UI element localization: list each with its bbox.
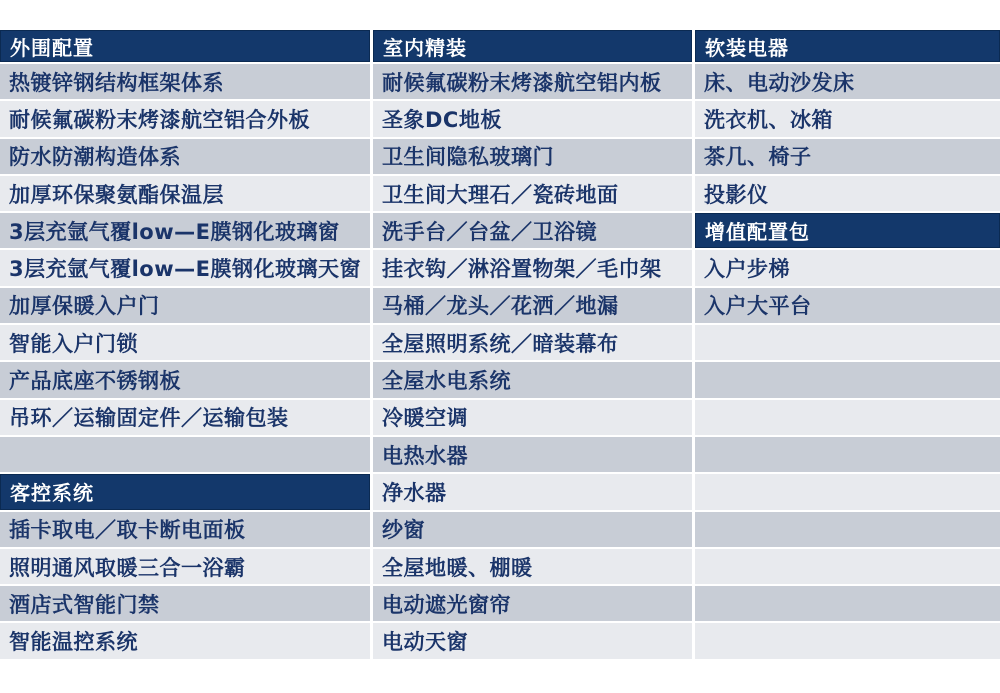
cell-label: 净水器 [382, 480, 447, 505]
cell-label: 防水防潮构造体系 [9, 145, 181, 170]
config-item [695, 176, 1000, 211]
empty-cell [695, 623, 1000, 658]
cell-label: 床、电动沙发床 [704, 70, 855, 95]
config-item [373, 623, 692, 658]
empty-cell [695, 512, 1000, 547]
cell-label: 卫生间大理石／瓷砖地面 [382, 182, 619, 207]
cell-label: 电动天窗 [382, 630, 468, 655]
config-item [373, 288, 692, 323]
cell-label: 圣象DC地板 [382, 107, 502, 132]
cell-label: 吊环／运输固定件／运输包装 [9, 406, 289, 431]
cell-label: 热镀锌钢结构框架体系 [9, 70, 224, 95]
config-item [373, 325, 692, 360]
section-header [373, 30, 692, 62]
cell-label: 产品底座不锈钢板 [9, 369, 181, 394]
cell-label: 全屋水电系统 [382, 369, 511, 394]
section-header [0, 30, 370, 62]
config-item [0, 176, 370, 211]
config-item [0, 549, 370, 584]
config-item [373, 512, 692, 547]
config-item [373, 474, 692, 509]
cell-label: 软装电器 [705, 35, 789, 60]
cell-label: 电热水器 [382, 443, 468, 468]
config-item [373, 64, 692, 99]
cell-label: 耐候氟碳粉末烤漆航空铝合外板 [9, 107, 310, 132]
cell-label: 茶几、椅子 [704, 145, 812, 170]
config-item [373, 213, 692, 248]
cell-label: 智能入户门锁 [9, 331, 138, 356]
section-header [695, 213, 1000, 248]
cell-label: 3层充氩气覆low—E膜钢化玻璃天窗 [9, 257, 361, 282]
cell-label: 纱窗 [382, 518, 425, 543]
column-exterior-config [0, 30, 370, 659]
empty-cell [695, 362, 1000, 397]
config-item [373, 549, 692, 584]
cell-label: 耐候氟碳粉末烤漆航空铝内板 [382, 70, 662, 95]
config-item [373, 437, 692, 472]
cell-label: 全屋照明系统／暗装幕布 [382, 331, 619, 356]
cell-label: 3层充氩气覆low—E膜钢化玻璃窗 [9, 219, 340, 244]
config-item [0, 250, 370, 285]
config-item [695, 101, 1000, 136]
column-interior-finish [373, 30, 692, 659]
cell-label: 投影仪 [704, 182, 769, 207]
config-item [0, 623, 370, 658]
cell-label: 加厚保暖入户门 [9, 294, 160, 319]
cell-label: 全屋地暖、棚暖 [382, 555, 533, 580]
cell-label: 酒店式智能门禁 [9, 592, 160, 617]
cell-label: 卫生间隐私玻璃门 [382, 145, 554, 170]
config-item [0, 512, 370, 547]
column-soft-furnishing-appliances [695, 30, 1000, 659]
config-item [373, 362, 692, 397]
empty-cell [695, 586, 1000, 621]
cell-label: 入户大平台 [704, 294, 812, 319]
section-header [0, 474, 370, 509]
cell-label: 照明通风取暖三合一浴霸 [9, 555, 246, 580]
cell-label: 洗衣机、冰箱 [704, 107, 833, 132]
cell-label: 冷暖空调 [382, 406, 468, 431]
cell-label: 入户步梯 [704, 257, 790, 282]
config-table [0, 30, 1000, 659]
config-item [0, 101, 370, 136]
config-item [373, 400, 692, 435]
config-item [0, 325, 370, 360]
config-item [373, 250, 692, 285]
config-item [373, 176, 692, 211]
config-item [373, 586, 692, 621]
config-item [373, 139, 692, 174]
config-item [0, 64, 370, 99]
empty-cell [695, 400, 1000, 435]
config-item [695, 64, 1000, 99]
cell-label: 客控系统 [10, 481, 94, 506]
cell-label: 电动遮光窗帘 [382, 592, 511, 617]
config-item [0, 288, 370, 323]
config-item [0, 139, 370, 174]
config-item [0, 213, 370, 248]
empty-cell [695, 549, 1000, 584]
empty-cell [0, 437, 370, 472]
config-item [373, 101, 692, 136]
empty-cell [695, 437, 1000, 472]
empty-cell [695, 325, 1000, 360]
section-header [695, 30, 1000, 62]
cell-label: 洗手台／台盆／卫浴镜 [382, 219, 597, 244]
cell-label: 室内精装 [383, 35, 467, 60]
cell-label: 马桶／龙头／花洒／地漏 [382, 294, 619, 319]
config-item [0, 362, 370, 397]
config-item [0, 400, 370, 435]
cell-label: 加厚环保聚氨酯保温层 [9, 182, 224, 207]
cell-label: 外围配置 [10, 35, 94, 60]
cell-label: 智能温控系统 [9, 630, 138, 655]
config-item [695, 139, 1000, 174]
empty-cell [695, 474, 1000, 509]
cell-label: 挂衣钩／淋浴置物架／毛巾架 [382, 257, 662, 282]
config-item [695, 288, 1000, 323]
cell-label: 增值配置包 [705, 220, 810, 245]
config-item [695, 250, 1000, 285]
config-item [0, 586, 370, 621]
cell-label: 插卡取电／取卡断电面板 [9, 518, 246, 543]
